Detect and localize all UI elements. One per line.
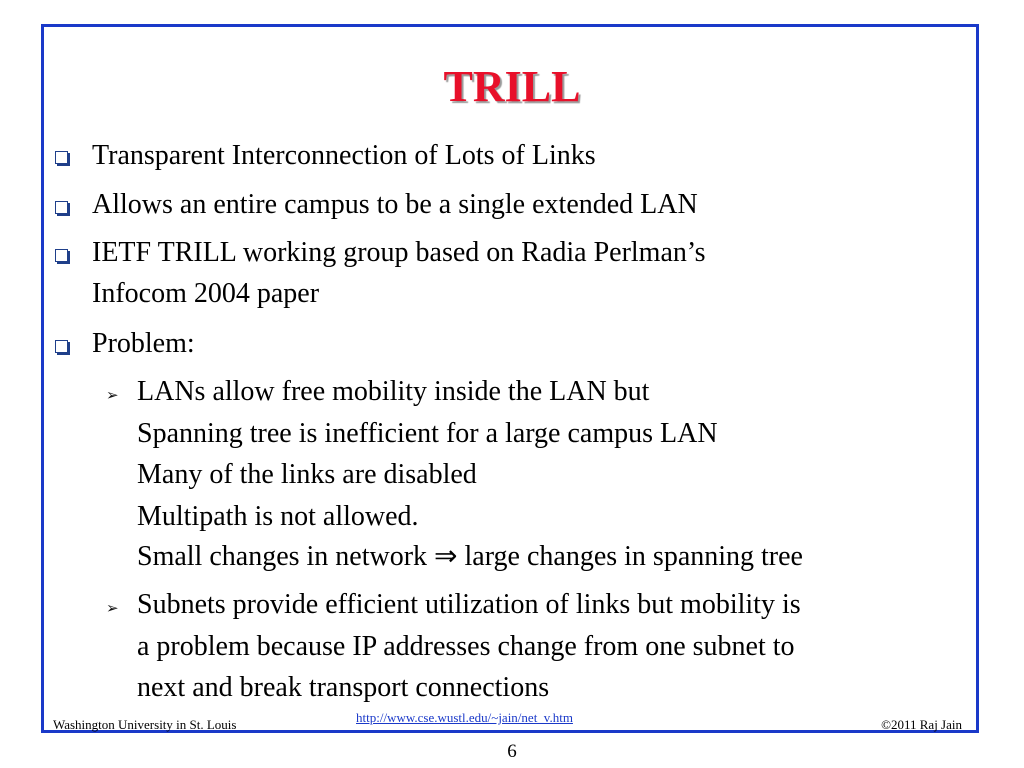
footer-institution: Washington University in St. Louis xyxy=(53,717,237,732)
bullet-text: Transparent Interconnection of Lots of Links xyxy=(92,140,596,171)
footer-copyright: ©2011 Raj Jain xyxy=(881,717,962,732)
square-bullet-icon xyxy=(55,151,68,164)
sub-bullet-text: LANs allow free mobility inside the LAN but xyxy=(137,376,650,407)
course-url-link[interactable]: http://www.cse.wustl.edu/~jain/net_v.htm xyxy=(356,710,573,725)
square-bullet-icon xyxy=(55,201,68,214)
page-number: 6 xyxy=(507,741,517,762)
sub-bullet-text-continued: Small changes in network ⇒ large changes in spanning tree xyxy=(137,541,803,572)
square-bullet-icon xyxy=(55,249,68,262)
chevron-right-icon: ➢ xyxy=(106,388,119,404)
sub-bullet-text-continued: next and break transport connections xyxy=(137,672,550,703)
sub-bullet-text-continued: a problem because IP addresses change from one subnet to xyxy=(137,631,795,662)
sub-bullet-text-continued: Spanning tree is inefficient for a large campus LAN xyxy=(137,418,718,449)
sub-bullet-text: Subnets provide efficient utilization of links but mobility is xyxy=(137,589,801,620)
square-bullet-icon xyxy=(55,340,68,353)
bullet-text: Allows an entire campus to be a single extended LAN xyxy=(92,189,698,220)
sub-bullet-text-continued: Multipath is not allowed. xyxy=(137,501,419,532)
bullet-text-continued: Infocom 2004 paper xyxy=(92,278,320,309)
chevron-right-icon: ➢ xyxy=(106,601,119,617)
sub-bullet-text-continued: Many of the links are disabled xyxy=(137,459,477,490)
slide-title: TRILL xyxy=(443,62,581,111)
bullet-text: IETF TRILL working group based on Radia Perlman’s xyxy=(92,237,706,268)
bullet-text: Problem: xyxy=(92,328,195,359)
